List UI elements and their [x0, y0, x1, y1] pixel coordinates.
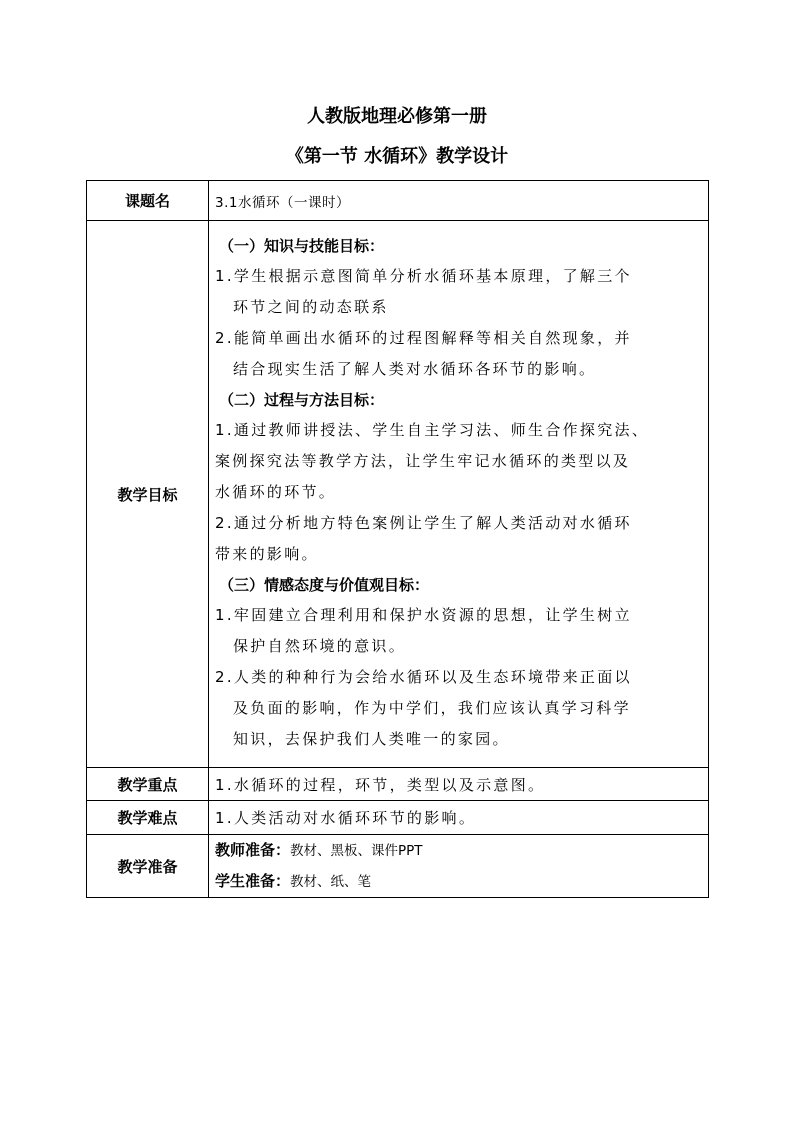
objectives-label: 教学目标	[87, 221, 209, 768]
objective-heading-process: （二）过程与方法目标：	[219, 391, 385, 409]
objectives-content	[209, 221, 709, 768]
objective-line: 环节之间的动态联系	[233, 298, 389, 316]
difficulty-value: 1.人类活动对水循环环节的影响。	[209, 801, 709, 835]
objective-line: 带来的影响。	[215, 545, 319, 563]
objective-line: 结合现实生活了解人类对水循环各环节的影响。	[233, 360, 597, 378]
student-preparation	[215, 866, 708, 897]
table-row-topic	[87, 181, 709, 221]
table-row-difficulty	[87, 801, 709, 835]
key-points-value: 1.水循环的过程，环节，类型以及示意图。	[209, 768, 709, 801]
objective-line: 知识，去保护我们人类唯一的家园。	[233, 730, 510, 748]
preparation-content	[209, 835, 709, 898]
key-points-label: 教学重点	[87, 768, 209, 801]
topic-value: 3.1水循环（一课时）	[209, 181, 709, 221]
objective-line: 1.学生根据示意图简单分析水循环基本原理，了解三个	[215, 267, 632, 285]
objective-line: 1.牢固建立合理利用和保护水资源的思想，让学生树立	[215, 606, 632, 624]
teacher-preparation-label: 教师准备：	[215, 841, 291, 859]
objective-line: 及负面的影响，作为中学们，我们应该认真学习科学	[233, 699, 631, 717]
topic-label: 课题名	[87, 181, 209, 221]
objective-line: 案例探究法等教学方法，让学生牢记水循环的类型以及	[215, 452, 631, 470]
lesson-plan-table	[86, 180, 709, 898]
teacher-preparation	[215, 835, 708, 866]
objective-heading-knowledge: （一）知识与技能目标：	[219, 237, 385, 255]
objective-line: 2.人类的种种行为会给水循环以及生态环境带来正面以	[215, 668, 632, 686]
teacher-preparation-value: 教材、黑板、课件PPT	[290, 843, 423, 859]
document-title: 人教版地理必修第一册	[307, 106, 487, 127]
document-subtitle: 《第一节 水循环》教学设计	[285, 146, 509, 167]
preparation-label: 教学准备	[87, 835, 209, 898]
table-row-key-points	[87, 768, 709, 801]
table-row-objectives	[87, 221, 709, 768]
table-row-preparation	[87, 835, 709, 898]
difficulty-label: 教学难点	[87, 801, 209, 835]
objective-heading-values: （三）情感态度与价值观目标：	[219, 576, 430, 594]
objective-line: 2.能简单画出水循环的过程图解释等相关自然现象，并	[215, 329, 632, 347]
objective-line: 2.通过分析地方特色案例让学生了解人类活动对水循环	[215, 514, 632, 532]
objective-line: 1.通过教师讲授法、学生自主学习法、师生合作探究法、	[215, 421, 650, 439]
student-preparation-value: 教材、纸、笔	[290, 874, 372, 890]
objective-line: 保护自然环境的意识。	[233, 637, 407, 655]
student-preparation-label: 学生准备：	[215, 872, 291, 890]
objective-line: 水循环的环节。	[215, 483, 337, 501]
